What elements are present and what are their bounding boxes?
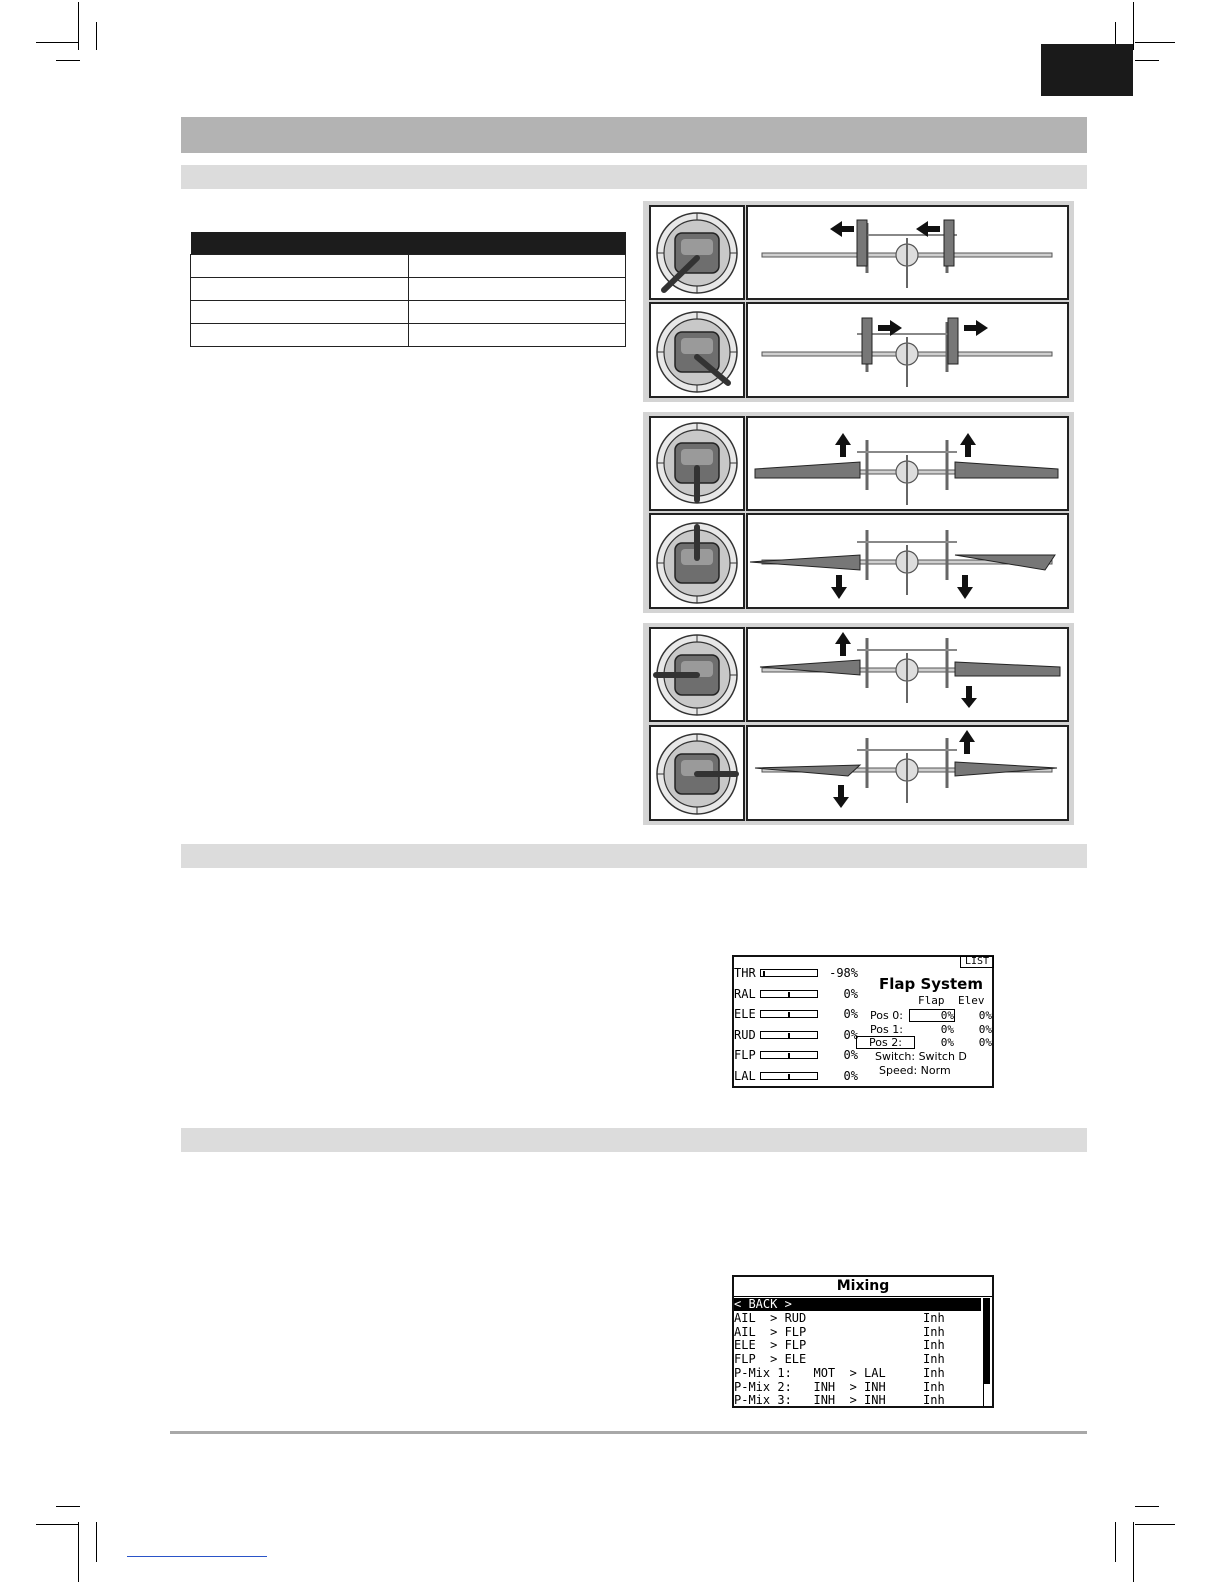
speed-setting[interactable]: Speed: Norm (879, 1064, 951, 1077)
channel-bar (760, 1072, 818, 1080)
channel-value: 0% (843, 1007, 858, 1021)
mix-row-status[interactable]: Inh (923, 1324, 945, 1339)
mix-row-status[interactable]: Inh (923, 1311, 945, 1325)
channel-value: 0% (843, 1027, 858, 1042)
channel-bar-indicator (788, 1012, 790, 1018)
channel-label: FLP (734, 1048, 756, 1062)
channel-bar-indicator (788, 1033, 790, 1039)
flap-position-label[interactable]: Pos 2: (856, 1036, 915, 1049)
channel-label: LAL (734, 1068, 756, 1083)
flap-value[interactable]: 0% (909, 1009, 955, 1022)
screen-title: Flap System (879, 975, 983, 993)
channel-bar-indicator (788, 1074, 790, 1080)
channel-label: RUD (734, 1027, 756, 1042)
elev-value[interactable]: 0% (978, 1036, 992, 1049)
flap-value[interactable]: 0% (940, 1036, 954, 1049)
mix-row-label[interactable]: AIL > RUD (734, 1311, 807, 1325)
column-header-elev: Elev (958, 994, 985, 1007)
switch-assignment[interactable]: Switch: Switch D (875, 1050, 967, 1063)
footer-link-underline (127, 1556, 267, 1557)
channel-bar (760, 1010, 818, 1018)
mix-row-label[interactable]: P-Mix 2: INH > INH (734, 1379, 886, 1394)
channel-bar (760, 969, 818, 977)
flap-position-label[interactable]: Pos 1: (870, 1022, 903, 1036)
channel-label: ELE (734, 1007, 756, 1021)
mix-row-status[interactable]: Inh (923, 1379, 945, 1394)
channel-bar (760, 990, 818, 998)
flap-system-screen (732, 955, 994, 1088)
back-menu-item[interactable]: < BACK > (734, 1298, 981, 1311)
column-header-flap: Flap (918, 994, 945, 1007)
scrollbar-thumb[interactable] (984, 1298, 990, 1384)
channel-bar-indicator (763, 971, 765, 977)
list-button[interactable]: LIST (960, 956, 994, 968)
mix-row-status[interactable]: Inh (923, 1393, 945, 1408)
channel-bar (760, 1051, 818, 1059)
mixing-screen (732, 1275, 994, 1408)
mix-row-label[interactable]: AIL > FLP (734, 1324, 807, 1339)
flap-value[interactable]: 0% (940, 1022, 954, 1036)
channel-label: RAL (734, 986, 756, 1001)
channel-bar-indicator (788, 1053, 790, 1059)
channel-label: THR (734, 966, 756, 980)
mix-row-label[interactable]: P-Mix 3: INH > INH (734, 1393, 886, 1408)
channel-bar-indicator (788, 992, 790, 998)
mix-row-status[interactable]: Inh (923, 1338, 945, 1353)
screen-title: Mixing (836, 1278, 890, 1294)
elev-value[interactable]: 0% (978, 1009, 992, 1022)
channel-value: 0% (843, 1048, 858, 1062)
channel-value: -98% (829, 966, 858, 980)
mix-row-label[interactable]: ELE > FLP (734, 1338, 807, 1353)
mix-row-status[interactable]: Inh (923, 1365, 945, 1380)
channel-value: 0% (843, 1068, 858, 1083)
elev-value[interactable]: 0% (978, 1022, 992, 1036)
flap-position-label[interactable]: Pos 0: (870, 1009, 903, 1022)
mix-row-label[interactable]: P-Mix 1: MOT > LAL (734, 1365, 886, 1380)
mix-row-status[interactable]: Inh (923, 1352, 945, 1367)
footer-rule (170, 1431, 1087, 1434)
mix-row-label[interactable]: FLP > ELE (734, 1352, 807, 1367)
channel-bar (760, 1031, 818, 1039)
channel-value: 0% (843, 986, 858, 1001)
